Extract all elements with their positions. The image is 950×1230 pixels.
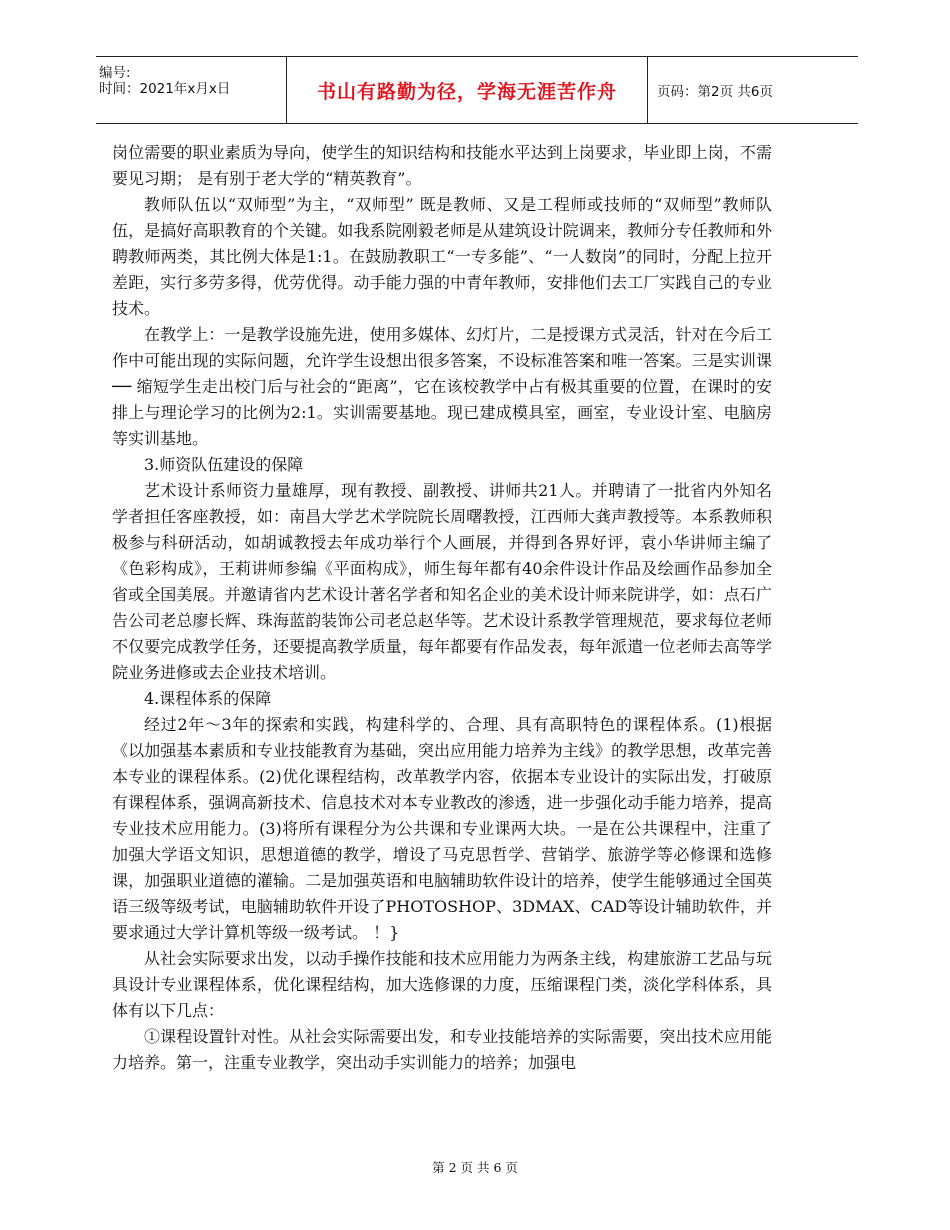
paragraph-continuation: 岗位需要的职业素质为导向，使学生的知识结构和技能水平达到上岗要求，毕业即上岗，不需要见习期； 是有别于老大学的“精英教育”。: [112, 143, 772, 188]
section-heading-curriculum: 4.课程体系的保障: [144, 689, 272, 708]
paragraph-teachers: 教师队伍以“双师型”为主，“双师型” 既是教师、又是工程师或技师的“双师型”教师队伍，是搞好高职教育的个关键。如我系院刚毅老师是从建筑设计院调来，教师分专任教师和外聘教师两类，其比例大体是1:1。在鼓励教职工“一专多能”、“一人数岗”的同时，分配上拉开差距，实行多劳多得，优劳优得。动手能力强的中青年教师，安排他们去工厂实践自己的专业技术。: [112, 195, 772, 318]
header-meta: [96, 57, 286, 123]
paragraph-curriculum: 经过2年～3年的探索和实践，构建科学的、合理、具有高职特色的课程体系。(1)根据《以加强基本素质和专业技能教育为基础，突出应用能力培养为主线》的教学思想，改革完善本专业的课程体系。(2)优化课程结构，改革教学内容，依据本专业设计的实际出发，打破原有课程体系，强调高新技术、信息技术对本专业教改的渗透，进一步强化动手能力培养，提高专业技术应用能力。(3)将所有课程分为公共课和专业课两大块。一是在公共课程中，注重了加强大学语文知识，思想道德的教学，增设了马克思哲学、营销学、旅游学等必修课和选修课，加强职业道德的灌输。二是加强英语和电脑辅助软件设计的培养，使学生能够通过全国英语三级等级考试，电脑辅助软件开设了PHOTOSHOP、3DMAX、CAD等设计辅助软件，并要求通过大学计算机等级一级考试。 ！}: [112, 715, 772, 942]
paragraph-teaching: 在教学上：一是教学设施先进，使用多媒体、幻灯片，二是授课方式灵活，针对在今后工作中可能出现的实际问题，允许学生设想出很多答案，不设标准答案和唯一答案。三是实训课── 缩短学生走出校门后与社会的“距离”，它在该校教学中占有极其重要的位置，在课时的安排上与理论学习的比例为2:1。实训需要基地。现已建成模具室，画室，专业设计室、电脑房等实训基地。: [112, 325, 772, 448]
page-header: [96, 56, 858, 124]
document-number-label: 编号:: [99, 65, 131, 81]
paragraph-course-system: 从社会实际要求出发，以动手操作技能和技术应用能力为两条主线，构建旅游工艺品与玩具设计专业课程体系，优化课程结构，加大选修课的力度，压缩课程门类，淡化学科体系，具体有以下几点：: [112, 949, 772, 1020]
document-body: [112, 140, 772, 1076]
paragraph-course-targeting: ①课程设置针对性。从社会实际需要出发，和专业技能培养的实际需要，突出技术应用能力培养。第一，注重专业教学，突出动手实训能力的培养；加强电: [112, 1027, 772, 1072]
header-page-info: 页码：第2页 共6页: [657, 84, 773, 100]
section-heading-faculty: 3.师资队伍建设的保障: [144, 455, 304, 474]
header-motto-cell: [286, 57, 648, 123]
document-date-label: 时间：2021年x月x日: [99, 81, 231, 97]
page-footer: 第 2 页 共 6 页: [432, 1160, 518, 1175]
header-motto: 书山有路勤为径，学海无涯苦作舟: [316, 80, 617, 103]
header-page-cell: [648, 57, 858, 123]
paragraph-faculty: 艺术设计系师资力量雄厚，现有教授、副教授、讲师共21人。并聘请了一批省内外知名学者担任客座教授，如：南昌大学艺术学院院长周曙教授，江西师大龚声教授等。本系教师积极参与科研活动，如胡诚教授去年成功举行个人画展，并得到各界好评，袁小华讲师主编了《色彩构成》，王莉讲师参编《平面构成》，师生每年都有40余件设计作品及绘画作品参加全省或全国美展。并邀请省内艺术设计著名学者和知名企业的美术设计师来院讲学，如：点石广告公司老总廖长辉、珠海蓝韵装饰公司老总赵华等。艺术设计系教学管理规范，要求每位老师不仅要完成教学任务，还要提高教学质量，每年都要有作品发表，每年派遣一位老师去高等学院业务进修或去企业技术培训。: [112, 481, 772, 682]
